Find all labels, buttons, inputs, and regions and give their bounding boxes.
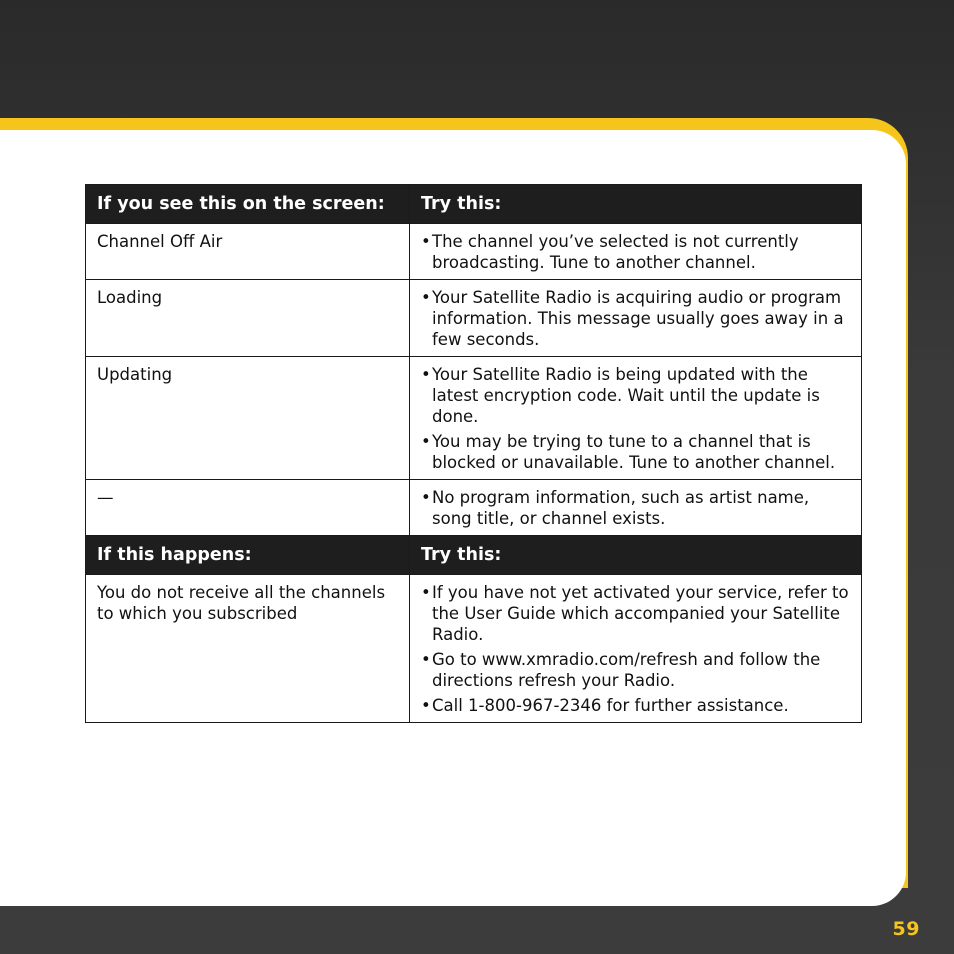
condition-cell: — [86,480,410,536]
solution-bullet: • Go to www.xmradio.com/refresh and follow the directions refresh your Radio. [421,649,853,691]
condition-cell: Updating [86,357,410,480]
condition-cell: Loading [86,280,410,357]
table-row [86,280,862,357]
solution-bullet: • If you have not yet activated your service, refer to the User Guide which accompanied your Satellite Radio. [421,582,853,645]
solution-bullet: • Your Satellite Radio is being updated with the latest encryption code. Wait until the update is done. [421,364,853,427]
condition-cell: You do not receive all the channels to which you subscribed [86,575,410,723]
table-header-row [86,536,862,575]
page-number: 59 [892,918,920,940]
header-condition: If you see this on the screen: [86,185,410,224]
header-solution: Try this: [410,185,862,224]
troubleshooting-table [85,184,862,723]
solution-bullet: • The channel you’ve selected is not currently broadcasting. Tune to another channel. [421,231,853,273]
table-row [86,575,862,723]
solution-cell [410,357,862,480]
solution-bullet: • Your Satellite Radio is acquiring audio or program information. This message usually goes away in a few seconds. [421,287,853,350]
solution-cell [410,224,862,280]
condition-cell: Channel Off Air [86,224,410,280]
table-row [86,224,862,280]
solution-bullet: • No program information, such as artist name, song title, or channel exists. [421,487,853,529]
table-row [86,357,862,480]
solution-cell [410,480,862,536]
solution-bullet: • You may be trying to tune to a channel that is blocked or unavailable. Tune to another channel. [421,431,853,473]
table-header-row [86,185,862,224]
table-row [86,480,862,536]
footer-bar [0,906,954,954]
solution-bullet: • Call 1-800-967-2346 for further assistance. [421,695,853,716]
solution-cell [410,575,862,723]
header-condition: If this happens: [86,536,410,575]
solution-cell [410,280,862,357]
header-solution: Try this: [410,536,862,575]
